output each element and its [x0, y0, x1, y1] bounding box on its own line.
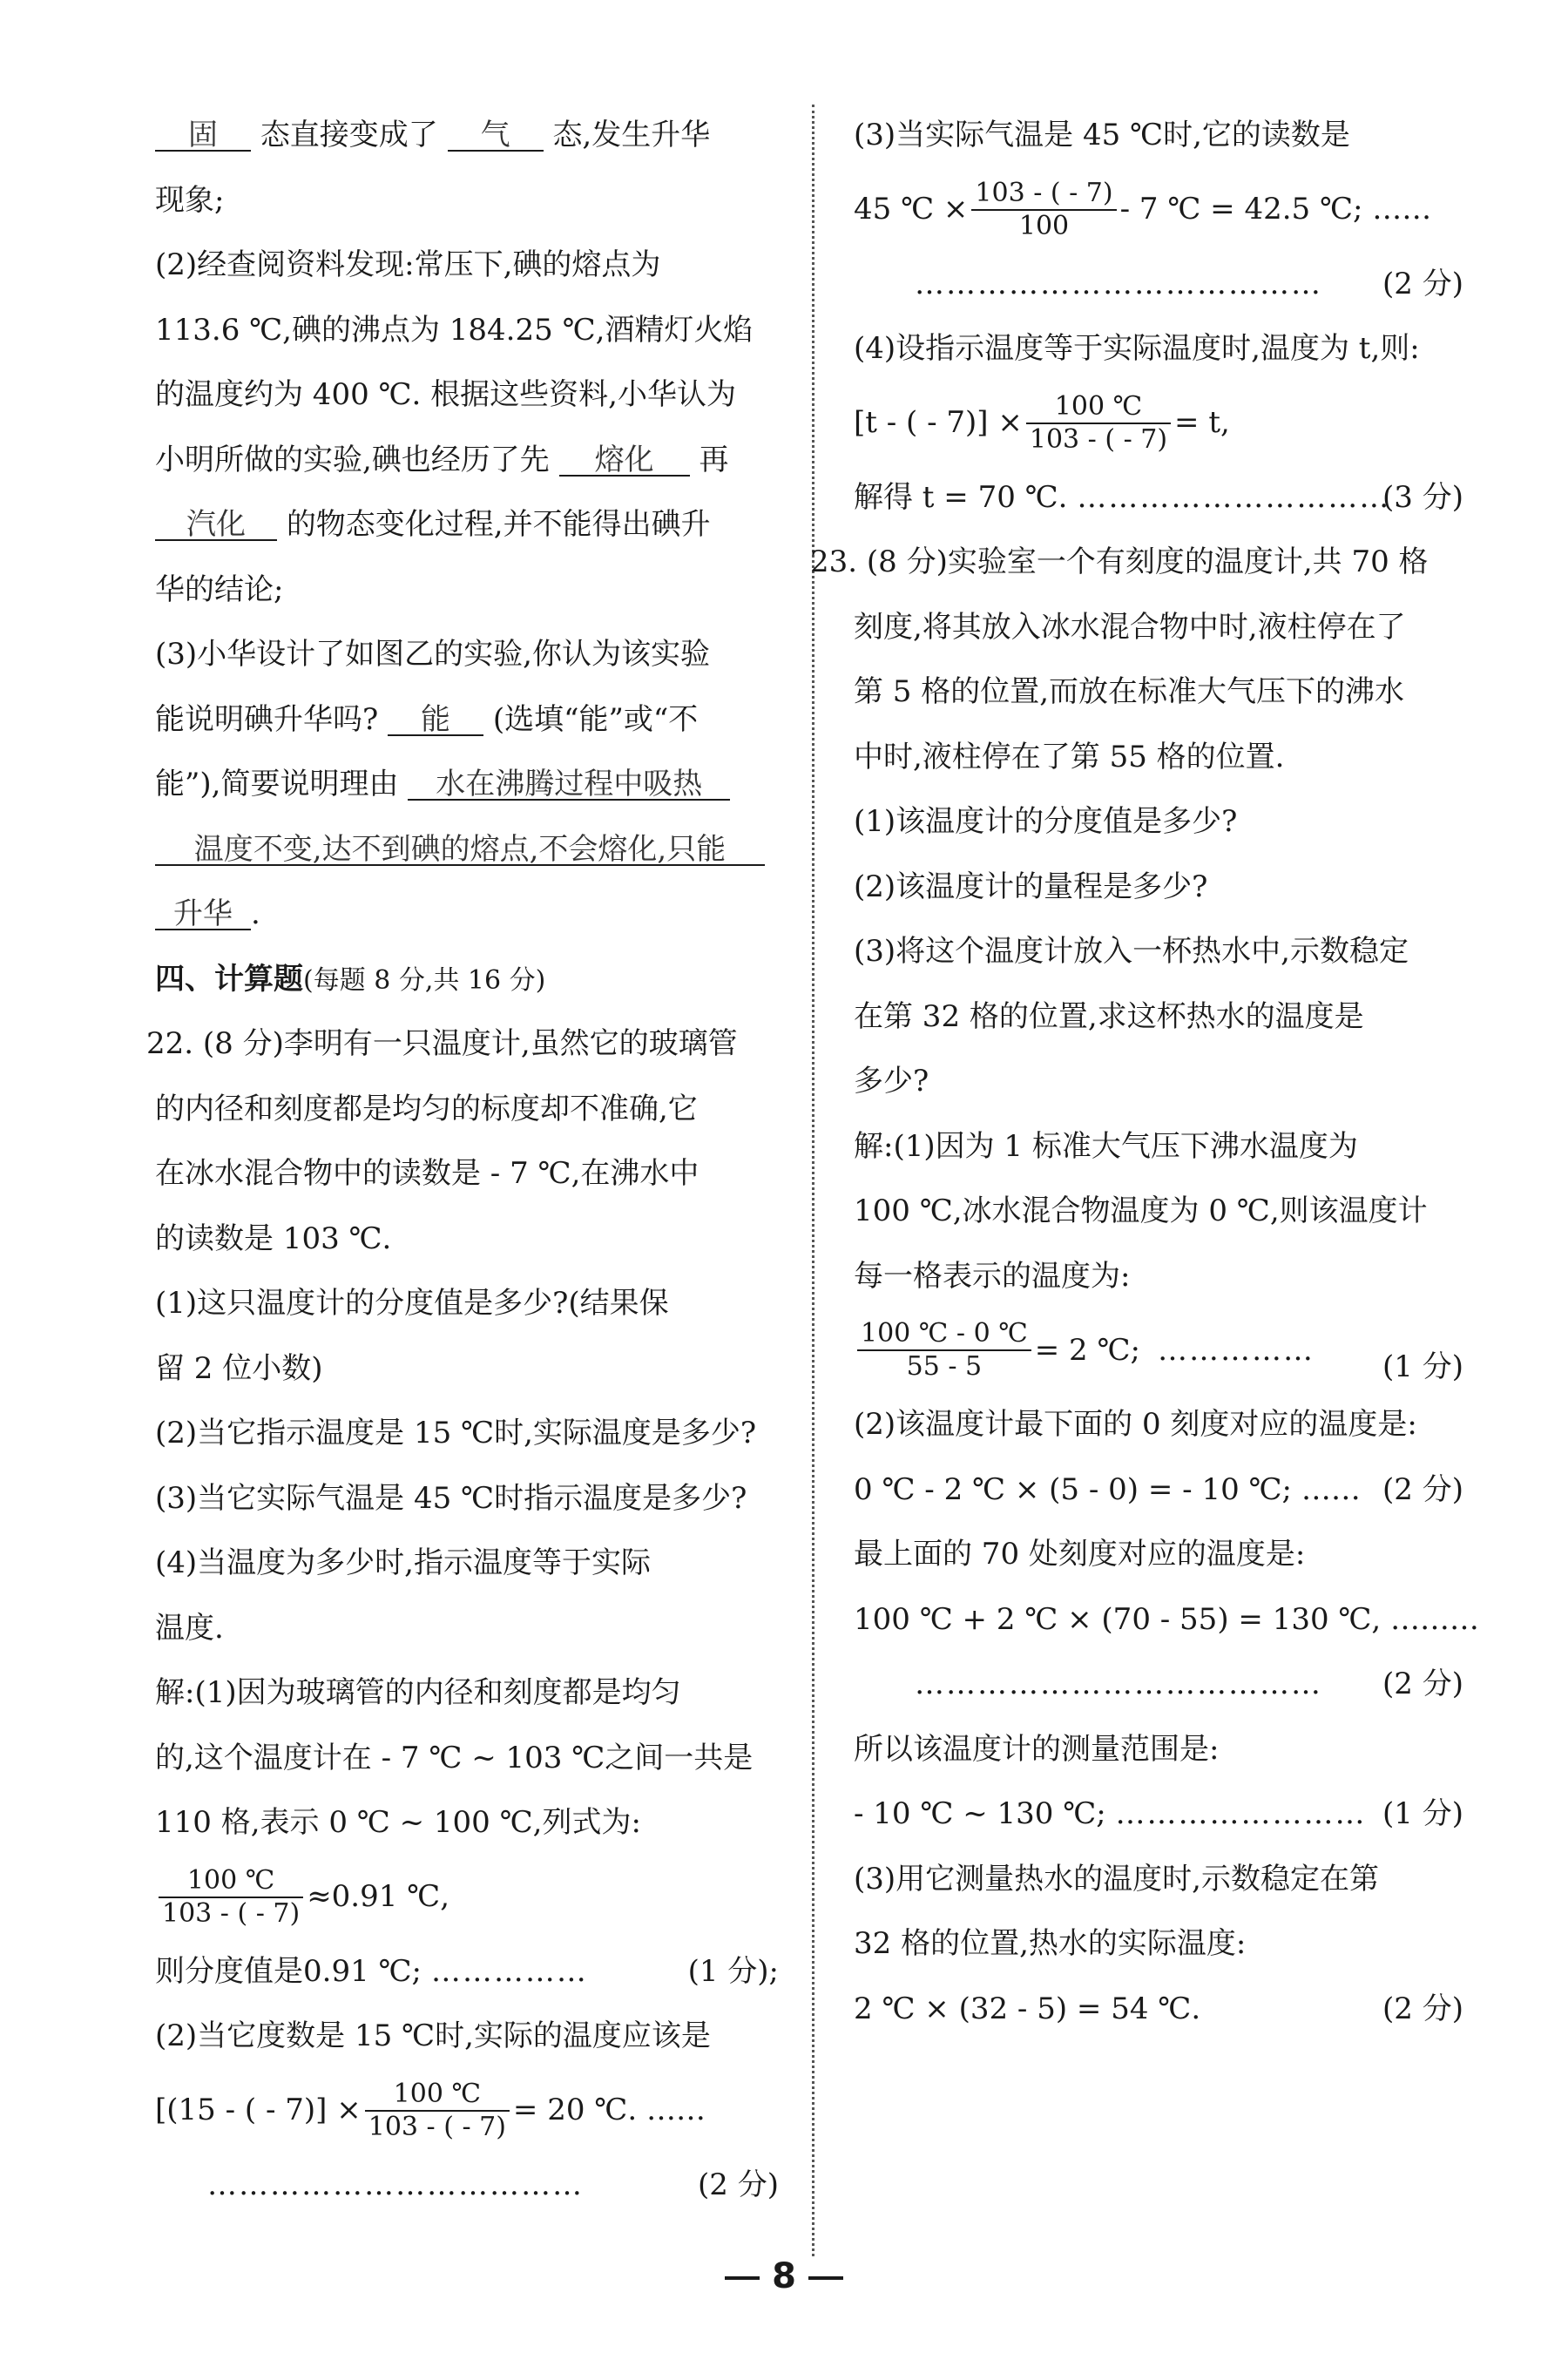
solution-line: 32 格的位置,热水的实际温度:	[854, 1926, 1247, 1961]
leader-dots: …………………………………	[915, 1667, 1322, 1701]
left-column	[146, 103, 779, 2217]
solution-line: 最上面的 70 处刻度对应的温度是:	[854, 1537, 1306, 1572]
section-title: 四、计算题	[155, 961, 303, 997]
dash-left	[725, 2276, 760, 2280]
question-22-line: (4)当温度为多少时,指示温度等于实际	[155, 1545, 651, 1580]
fraction-numerator: 103 - ( - 7)	[971, 178, 1116, 211]
score-mark: (2 分)	[1382, 1991, 1463, 2026]
section-note: (每题 8 分,共 16 分)	[303, 964, 546, 996]
score-mark: (2 分)	[1382, 266, 1463, 301]
formula-line	[155, 1856, 779, 1939]
right-column	[810, 103, 1480, 2041]
solution-line: 解:(1)因为玻璃管的内径和刻度都是均匀	[155, 1675, 681, 1710]
formula-text: = 20 ℃. ……	[512, 2093, 706, 2128]
solution-line	[854, 1977, 1463, 2042]
answer-blank: 固	[155, 120, 251, 152]
fraction-numerator: 100 ℃	[159, 1865, 303, 1898]
text: 2 ℃ × (32 - 5) = 54 ℃.	[854, 1991, 1201, 2026]
question-22-line: 的内径和刻度都是均匀的标度却不准确,它	[155, 1091, 698, 1126]
answer-blank: 熔化	[559, 445, 690, 477]
text-line: (2)经查阅资料发现:常压下,碘的熔点为	[155, 247, 661, 282]
question-22-line: (3)当它实际气温是 45 ℃时指示温度是多少?	[155, 1480, 747, 1516]
formula-text: = 2 ℃;	[1034, 1332, 1140, 1368]
formula-text: ≈0.91 ℃,	[307, 1879, 450, 1915]
solution-line	[854, 1782, 1463, 1847]
fraction	[1026, 391, 1171, 456]
formula-text: - 7 ℃ = 42.5 ℃; ……	[1119, 192, 1432, 227]
fraction-denominator: 100	[1018, 210, 1070, 241]
text-line	[155, 428, 779, 493]
question-23-line: 在第 32 格的位置,求这杯热水的温度是	[854, 998, 1364, 1034]
solution-line: 解:(1)因为 1 标准大气压下沸水温度为	[854, 1128, 1358, 1164]
fraction-denominator: 103 - ( - 7)	[368, 2111, 506, 2142]
solution-line: (3)当实际气温是 45 ℃时,它的读数是	[854, 118, 1350, 152]
question-22-line: (1)这只温度计的分度值是多少?(结果保	[155, 1286, 669, 1321]
leader-dots: …………………………………	[915, 266, 1322, 301]
question-23-line: (2)该温度计的量程是多少?	[854, 869, 1208, 904]
fraction	[857, 1318, 1031, 1383]
fraction-numerator: 100 ℃ - 0 ℃	[857, 1318, 1031, 1351]
question-23-line: 第 5 格的位置,而放在标准大气压下的沸水	[854, 674, 1405, 709]
leader-dots: ……………	[1157, 1332, 1315, 1368]
score-mark: (2 分)	[1382, 1667, 1463, 1701]
solution-line: (2)当它度数是 15 ℃时,实际的温度应该是	[155, 2018, 711, 2053]
answer-blank: 水在沸腾过程中吸热	[408, 769, 730, 801]
question-22-line: 在冰水混合物中的读数是 - 7 ℃,在沸水中	[155, 1156, 700, 1191]
text: 能说明碘升华吗?	[155, 701, 379, 737]
text: - 10 ℃ ~ 130 ℃;	[854, 1796, 1106, 1831]
solution-line	[854, 1457, 1463, 1523]
fraction	[971, 178, 1116, 242]
solution-line: 110 格,表示 0 ℃ ~ 100 ℃,列式为:	[155, 1805, 641, 1840]
text: 则分度值是0.91 ℃;	[155, 1953, 422, 1989]
text-line	[155, 752, 779, 817]
question-22-line: 温度.	[155, 1610, 224, 1646]
text: 小明所做的实验,碘也经历了先	[155, 442, 550, 477]
formula-line	[854, 382, 1463, 465]
text-line	[155, 492, 779, 558]
score-mark: (2 分)	[698, 2167, 779, 2202]
answer-blank: 升华	[155, 899, 251, 930]
leader-dots: ………………………………	[207, 2167, 584, 2202]
text: 能”),简要说明理由	[155, 767, 399, 801]
text-line: 现象;	[155, 182, 225, 218]
solution-line	[854, 465, 1463, 531]
question-23-line: 刻度,将其放入冰水混合物中时,液柱停在了	[854, 609, 1406, 645]
text-line	[155, 687, 779, 753]
formula-text: = t,	[1174, 405, 1230, 441]
answer-blank: 能	[388, 705, 483, 736]
solution-line: (2)该温度计最下面的 0 刻度对应的温度是:	[854, 1407, 1417, 1442]
text-line: 113.6 ℃,碘的沸点为 184.25 ℃,酒精灯火焰	[155, 312, 754, 348]
text-line	[155, 103, 779, 168]
question-23-line: 中时,液柱停在了第 55 格的位置.	[854, 739, 1285, 774]
question-23-line: (1)该温度计的分度值是多少?	[854, 804, 1238, 839]
formula-line	[854, 1308, 1463, 1392]
text-line: 华的结论;	[155, 571, 284, 607]
score-mark: (3 分)	[1382, 479, 1463, 515]
fraction	[159, 1865, 303, 1930]
score-mark: (2 分)	[1382, 1471, 1463, 1507]
leader-dots: ……………………	[1115, 1796, 1367, 1831]
question-23-line: (3)将这个温度计放入一杯热水中,示数稳定	[854, 934, 1409, 969]
solution-line: 所以该温度计的测量范围是:	[854, 1731, 1220, 1767]
fraction-numerator: 100 ℃	[1026, 391, 1171, 424]
formula-text: 45 ℃ ×	[854, 192, 969, 227]
solution-line	[155, 2153, 779, 2218]
formula-line	[155, 2069, 779, 2153]
section-heading	[155, 947, 779, 1012]
formula-text: [t - ( - 7)] ×	[854, 405, 1023, 441]
formula-text: [(15 - ( - 7)] ×	[155, 2093, 362, 2128]
solution-line: (3)用它测量热水的温度时,示数稳定在第	[854, 1861, 1379, 1897]
leader-dots: ……………	[430, 1953, 588, 1989]
fraction-numerator: 100 ℃	[365, 2079, 510, 2112]
solution-line: (4)设指示温度等于实际温度时,温度为 t,则:	[854, 331, 1420, 366]
dash-right	[808, 2276, 843, 2280]
text-line	[155, 817, 779, 882]
leader-dots: …………………………	[1077, 479, 1391, 515]
question-22-line: 22. (8 分)李明有一只温度计,虽然它的玻璃管	[146, 1026, 738, 1061]
text: (选填“能”或“不	[492, 701, 699, 737]
solution-line: 的,这个温度计在 - 7 ℃ ~ 103 ℃之间一共是	[155, 1740, 754, 1775]
solution-line: 100 ℃,冰水混合物温度为 0 ℃,则该温度计	[854, 1193, 1428, 1228]
page-number	[0, 2256, 1568, 2296]
solution-line	[854, 252, 1463, 317]
fraction-denominator: 103 - ( - 7)	[1029, 423, 1168, 455]
text: 的物态变化过程,并不能得出碘升	[286, 507, 711, 542]
question-22-line: 留 2 位小数)	[155, 1350, 323, 1386]
solution-line	[155, 1939, 779, 2005]
score-mark: (1 分);	[687, 1953, 779, 1989]
solution-line	[854, 1652, 1463, 1717]
answer-blank: 汽化	[155, 510, 277, 541]
text: 态,发生升华	[552, 118, 711, 152]
text-line	[155, 882, 779, 947]
fraction-denominator: 55 - 5	[906, 1351, 983, 1382]
answer-blank: 气	[448, 120, 544, 152]
score-mark: (1 分)	[1382, 1349, 1463, 1384]
question-23-line: 多少?	[854, 1064, 929, 1099]
solution-line: 100 ℃ + 2 ℃ × (70 - 55) = 130 ℃, ………	[854, 1601, 1480, 1637]
formula-line	[854, 168, 1463, 252]
text: .	[251, 896, 260, 931]
text: 再	[699, 442, 729, 477]
fraction	[365, 2079, 510, 2143]
question-22-line: (2)当它指示温度是 15 ℃时,实际温度是多少?	[155, 1416, 757, 1450]
text: 态直接变成了	[260, 118, 438, 152]
text: 解得 t = 70 ℃.	[854, 479, 1068, 515]
text-line: 的温度约为 400 ℃. 根据这些资料,小华认为	[155, 377, 736, 412]
solution-line: 每一格表示的温度为:	[854, 1258, 1131, 1294]
question-23-line: 23. (8 分)实验室一个有刻度的温度计,共 70 格	[810, 544, 1429, 579]
text-line: (3)小华设计了如图乙的实验,你认为该实验	[155, 637, 710, 672]
score-mark: (1 分)	[1382, 1796, 1463, 1831]
fraction-denominator: 103 - ( - 7)	[162, 1897, 301, 1929]
question-22-line: 的读数是 103 ℃.	[155, 1220, 392, 1256]
page-number-text: 8	[772, 2256, 796, 2296]
text: 0 ℃ - 2 ℃ × (5 - 0) = - 10 ℃; ……	[854, 1471, 1361, 1507]
column-divider	[812, 105, 814, 2256]
answer-blank: 温度不变,达不到碘的熔点,不会熔化,只能	[155, 835, 765, 866]
